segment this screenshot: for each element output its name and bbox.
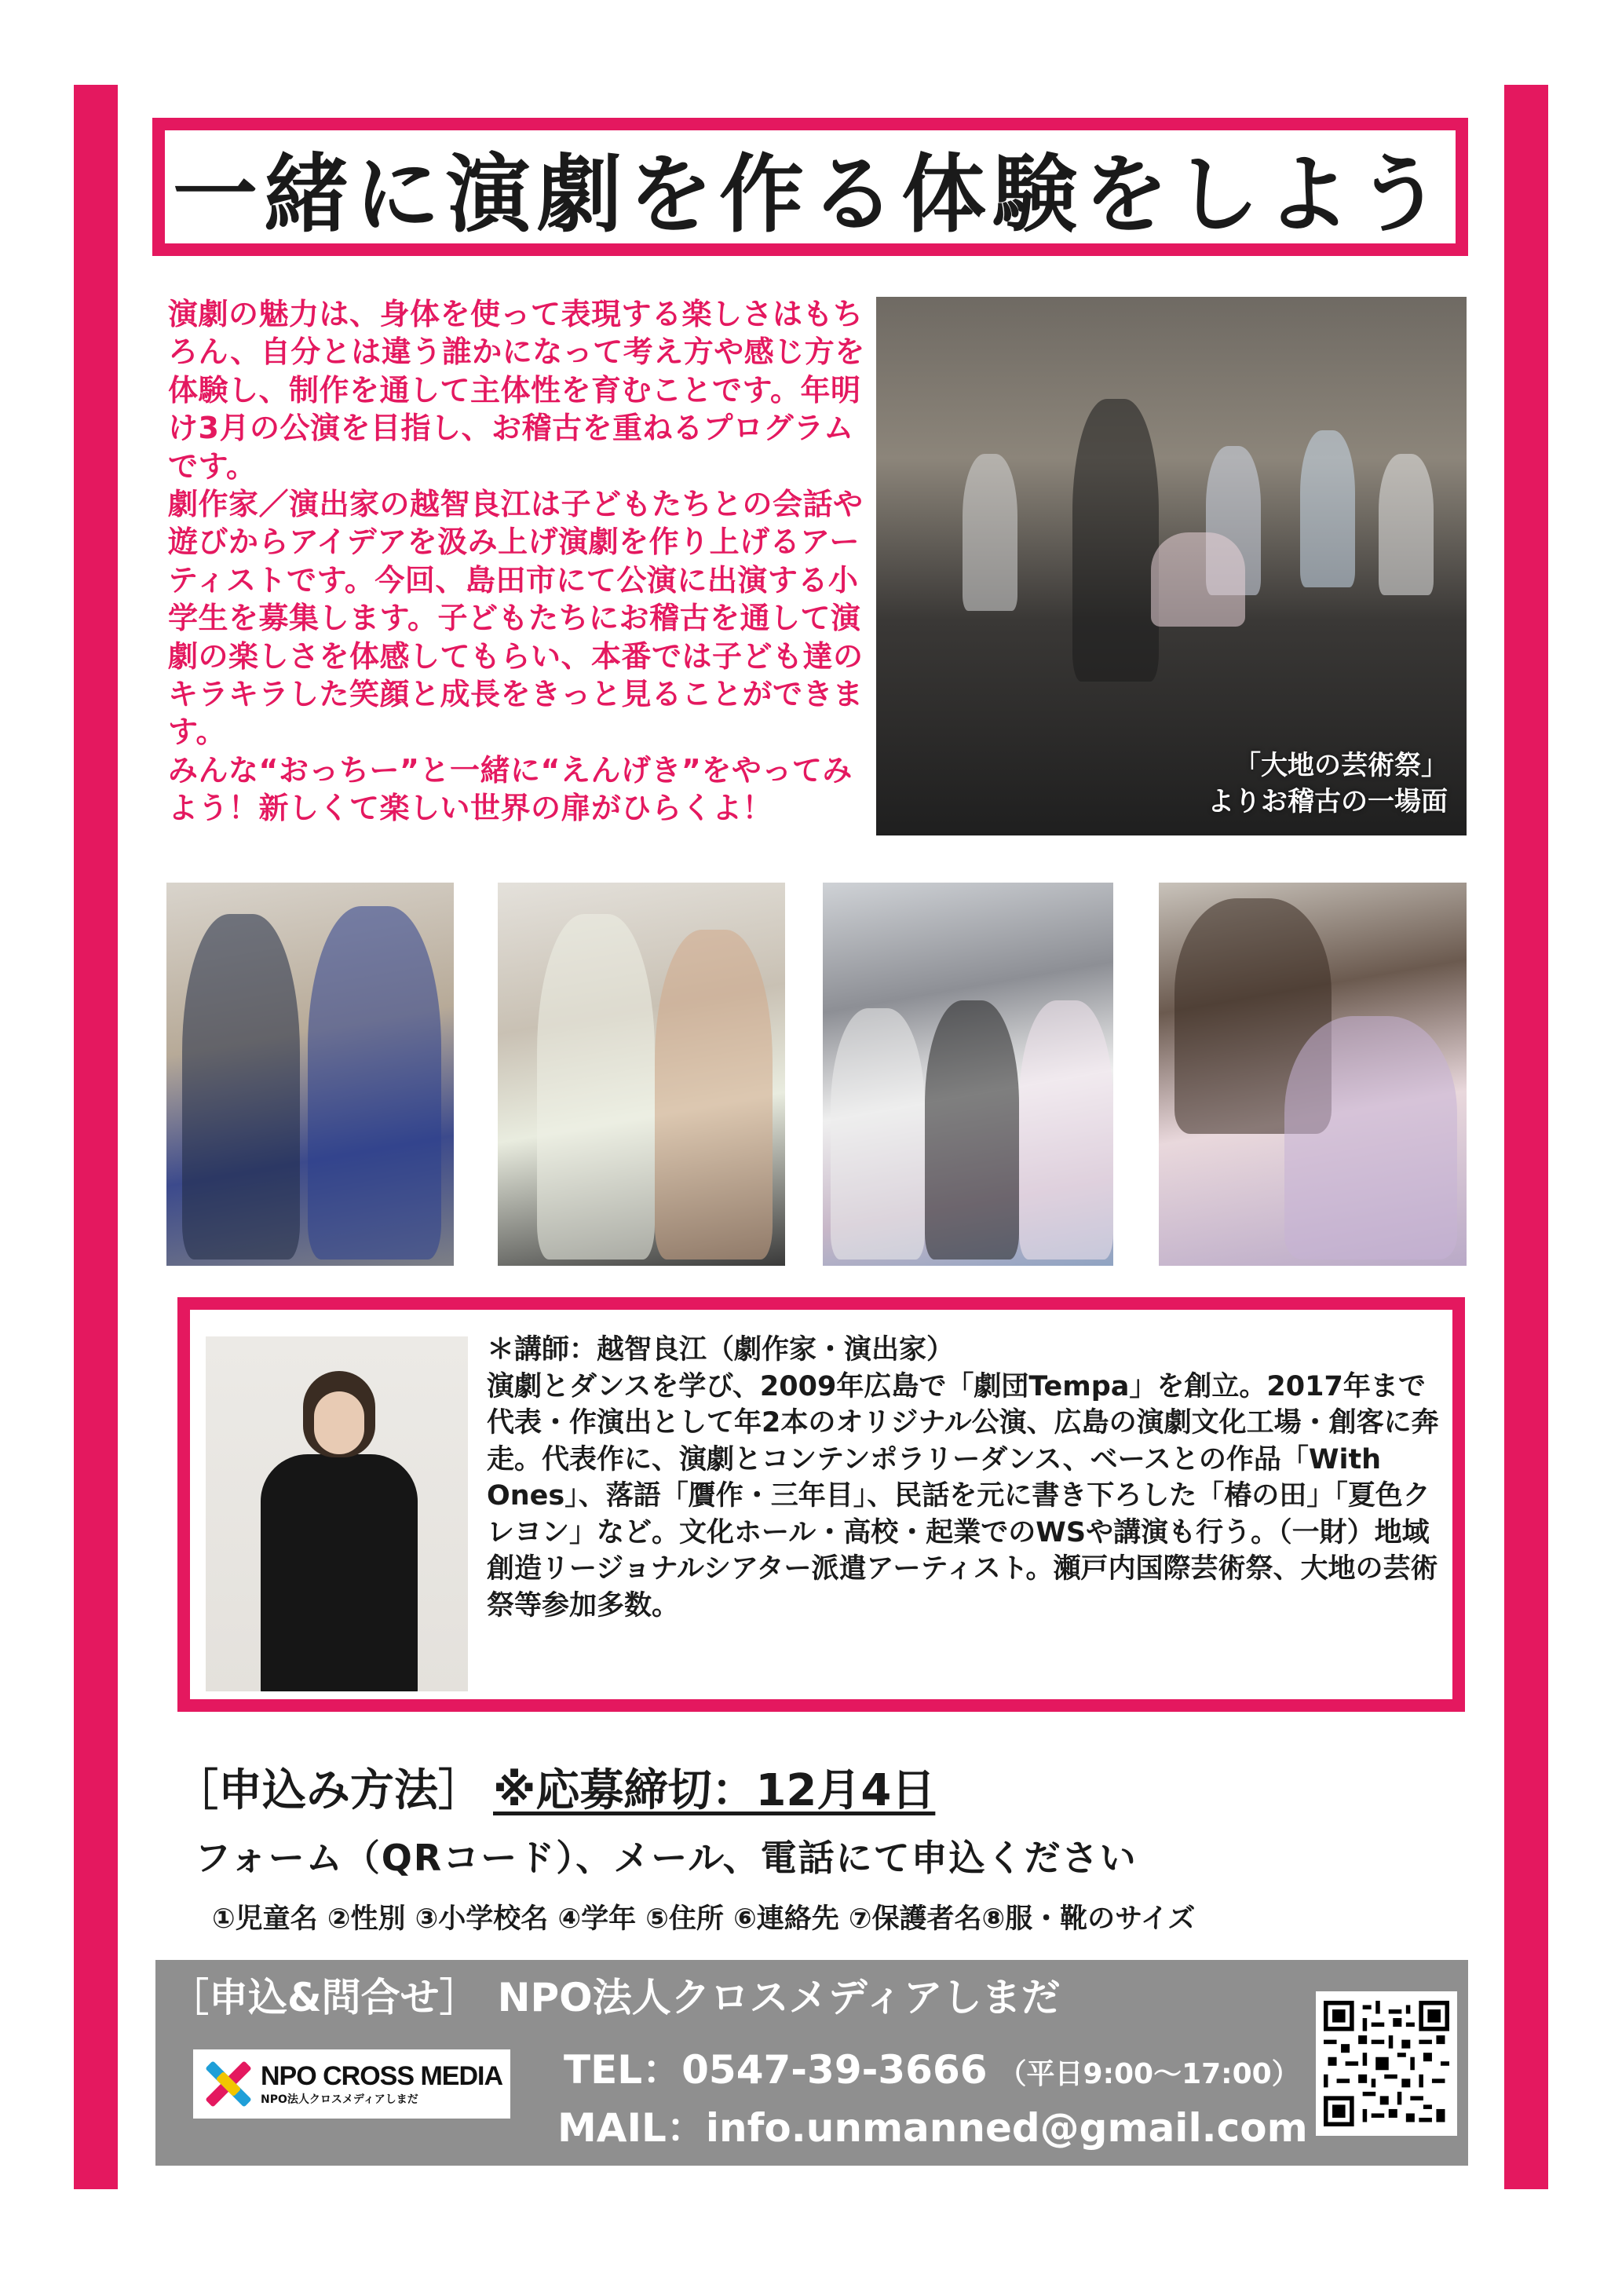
contact-mail: MAIL：info.unmanned@gmail.com [557,2105,1308,2151]
intro-text [168,295,867,828]
application-items: ①児童名 ②性別 ③小学校名 ④学年 ⑤住所 ⑥連絡先 ⑦保護者名⑧服・靴のサイズ [212,1903,1196,1935]
intro-paragraph-1: 演劇の魅力は、身体を使って表現する楽しさはもちろん、自分とは違う誰かになって考え方や感じ方を体験し、制作を通して主体性を育むことです。年明け3月の公演を目指し、お稽古を重ねるプログラムです。 [168,297,865,484]
tel-hours: （平日9:00～17:00） [998,2058,1300,2090]
photo-caption [1207,748,1448,820]
kids-photo-2 [498,883,785,1266]
left-accent-bar [74,85,118,2189]
kids-photo-1 [166,883,454,1266]
kids-photo-4 [1159,883,1467,1266]
contact-heading [170,1966,1061,2023]
intro-paragraph-2: 劇作家／演出家の越智良江は子どもたちとの会話や遊びからアイデアを汲み上げ演劇を作り上げるアーティストです。今回、島田市にて公演に出演する小学生を募集します。子どもたちにお稽古を通して演劇の楽しさを体感してもらい、本番では子ども達のキラキラした笑顔と成長をきっと見ることができます。 [168,487,864,750]
application-label: ［申込み方法］ [174,1765,482,1816]
application-heading [174,1756,935,1819]
contact-tel [564,2038,1300,2095]
logo-main-text: NPO CROSS MEDIA [261,2061,503,2091]
contact-panel [155,1960,1468,2166]
page-title: 一緒に演劇を作る体験をしよう [172,145,1448,244]
contact-label: ［申込&問合せ］ [170,1975,479,2020]
right-accent-bar [1504,85,1548,2189]
caption-line-1: 「大地の芸術祭」 [1234,750,1448,781]
application-deadline: ※応募締切：12月4日 [493,1765,936,1816]
logo-sub-text: NPO法人クロスメディアしまだ [261,2093,418,2106]
qr-code-icon[interactable] [1316,1991,1457,2136]
intro-paragraph-3: みんな“おっちー”と一緒に“えんげき”をやってみよう！新しくて楽しい世界の扉がひらくよ！ [168,752,853,826]
kids-photo-3 [823,883,1113,1266]
tel-number: TEL：0547-39-3666 [564,2047,988,2093]
instructor-bio: 演劇とダンスを学び、2009年広島で「劇団Tempa」を創立。2017年まで代表・作演出として年2本のオリジナル公演、広島の演劇文化工場・創客に奔走。代表作に、演劇とコンテンポラリーダンス、ベースとの作品「With Ones」、落語「贋作・三年目」、民話を元に書き下ろした「椿の田」「夏色クレヨン」など。文化ホール・高校・起業でのWSや講演も行う。（一財）地域創造リージョナルシアター派遣アーティスト。瀬戸内国際芸術祭、大地の芸術祭等参加多数。 [487,1370,1439,1621]
caption-line-2: よりお稽古の一場面 [1207,786,1448,817]
instructor-photo [206,1336,468,1691]
cross-logo-icon [204,2060,253,2108]
instructor-panel [177,1297,1465,1712]
npo-logo [193,2049,510,2119]
rehearsal-photo [876,297,1467,835]
contact-organization: NPO法人クロスメディアしまだ [497,1975,1061,2020]
title-frame [152,118,1468,256]
application-method: フォーム（QRコード）、メール、電話にて申込ください [195,1837,1138,1879]
instructor-profile [487,1332,1445,1624]
instructor-heading: ＊講師：越智良江（劇作家・演出家） [487,1334,955,1366]
